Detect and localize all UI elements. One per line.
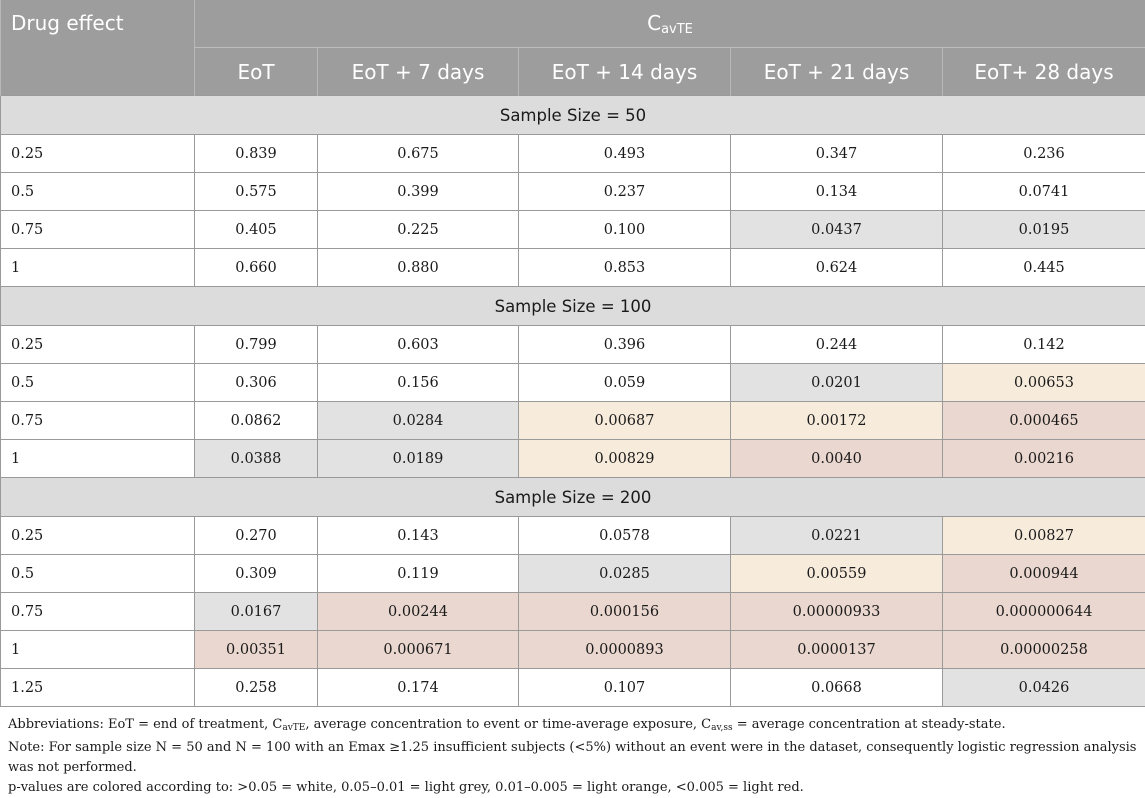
value-cell: 0.00216 xyxy=(943,440,1145,478)
table-row xyxy=(1,517,1145,555)
drug-effect-cell: 1.25 xyxy=(1,669,195,707)
value-cell: 0.445 xyxy=(943,249,1145,287)
drug-effect-cell: 0.5 xyxy=(1,364,195,402)
table-row xyxy=(1,593,1145,631)
value-cell: 0.0167 xyxy=(195,593,318,631)
column-header-eot-28: EoT+ 28 days xyxy=(943,48,1145,96)
value-cell: 0.396 xyxy=(519,326,731,364)
value-cell: 0.00653 xyxy=(943,364,1145,402)
abbreviations-note xyxy=(8,715,1145,738)
value-cell: 0.000465 xyxy=(943,402,1145,440)
value-cell: 0.143 xyxy=(318,517,519,555)
value-cell: 0.799 xyxy=(195,326,318,364)
abbr-text: = average concentration at steady-state. xyxy=(733,717,1006,732)
drug-effect-cell: 0.25 xyxy=(1,517,195,555)
section-row-100 xyxy=(1,287,1145,326)
drug-effect-cell: 0.75 xyxy=(1,593,195,631)
value-cell: 0.134 xyxy=(731,173,943,211)
section-title: Sample Size = 50 xyxy=(1,96,1145,135)
value-cell: 0.309 xyxy=(195,555,318,593)
table-row xyxy=(1,211,1145,249)
value-cell: 0.156 xyxy=(318,364,519,402)
value-cell: 0.00000258 xyxy=(943,631,1145,669)
value-cell: 0.237 xyxy=(519,173,731,211)
column-header-eot-7: EoT + 7 days xyxy=(318,48,519,96)
header-row-top xyxy=(1,0,1145,48)
value-cell: 0.347 xyxy=(731,135,943,173)
value-cell: 0.00351 xyxy=(195,631,318,669)
value-cell: 0.000156 xyxy=(519,593,731,631)
value-cell: 0.258 xyxy=(195,669,318,707)
value-cell: 0.174 xyxy=(318,669,519,707)
value-cell: 0.399 xyxy=(318,173,519,211)
value-cell: 0.119 xyxy=(318,555,519,593)
abbr-sub: avTE xyxy=(282,723,305,733)
table-row xyxy=(1,326,1145,364)
value-cell: 0.660 xyxy=(195,249,318,287)
table-row xyxy=(1,631,1145,669)
value-cell: 0.839 xyxy=(195,135,318,173)
value-cell: 0.142 xyxy=(943,326,1145,364)
table-row xyxy=(1,364,1145,402)
cavte-sub: avTE xyxy=(661,22,693,37)
value-cell: 0.0668 xyxy=(731,669,943,707)
table-row xyxy=(1,249,1145,287)
value-cell: 0.0862 xyxy=(195,402,318,440)
value-cell: 0.0040 xyxy=(731,440,943,478)
value-cell: 0.00687 xyxy=(519,402,731,440)
value-cell: 0.405 xyxy=(195,211,318,249)
value-cell: 0.0221 xyxy=(731,517,943,555)
value-cell: 0.0284 xyxy=(318,402,519,440)
color-legend-note: p-values are colored according to: >0.05 = white, 0.05–0.01 = light grey, 0.01–0.005 = light orange, <0.005 = light red. xyxy=(8,778,1145,798)
value-cell: 0.0426 xyxy=(943,669,1145,707)
section-row-50 xyxy=(1,96,1145,135)
table-row xyxy=(1,135,1145,173)
section-row-200 xyxy=(1,478,1145,517)
table-row xyxy=(1,440,1145,478)
table-row xyxy=(1,402,1145,440)
abbr-sub: av,ss xyxy=(711,723,732,733)
value-cell: 0.306 xyxy=(195,364,318,402)
value-cell: 0.225 xyxy=(318,211,519,249)
value-cell: 0.00000933 xyxy=(731,593,943,631)
value-cell: 0.000000644 xyxy=(943,593,1145,631)
value-cell: 0.0195 xyxy=(943,211,1145,249)
value-cell: 0.00244 xyxy=(318,593,519,631)
value-cell: 0.0000893 xyxy=(519,631,731,669)
value-cell: 0.493 xyxy=(519,135,731,173)
drug-effect-cell: 0.75 xyxy=(1,211,195,249)
column-header-eot-14: EoT + 14 days xyxy=(519,48,731,96)
value-cell: 0.0741 xyxy=(943,173,1145,211)
value-cell: 0.880 xyxy=(318,249,519,287)
value-cell: 0.059 xyxy=(519,364,731,402)
value-cell: 0.00829 xyxy=(519,440,731,478)
value-cell: 0.0285 xyxy=(519,555,731,593)
value-cell: 0.0578 xyxy=(519,517,731,555)
cavte-group-header xyxy=(195,0,1145,48)
value-cell: 0.000944 xyxy=(943,555,1145,593)
abbr-text: Abbreviations: EoT = end of treatment, C xyxy=(8,717,282,732)
table-row xyxy=(1,173,1145,211)
value-cell: 0.0437 xyxy=(731,211,943,249)
section-title: Sample Size = 100 xyxy=(1,287,1145,326)
value-cell: 0.100 xyxy=(519,211,731,249)
value-cell: 0.107 xyxy=(519,669,731,707)
value-cell: 0.675 xyxy=(318,135,519,173)
drug-effect-cell: 0.5 xyxy=(1,555,195,593)
value-cell: 0.624 xyxy=(731,249,943,287)
value-cell: 0.244 xyxy=(731,326,943,364)
value-cell: 0.00172 xyxy=(731,402,943,440)
drug-effect-cell: 0.75 xyxy=(1,402,195,440)
value-cell: 0.853 xyxy=(519,249,731,287)
section-title: Sample Size = 200 xyxy=(1,478,1145,517)
sample-size-note: Note: For sample size N = 50 and N = 100 with an Emax ≥1.25 insufficient subjects (<5%) without an event were in the dataset, consequently logistic regression analysis was not performed. xyxy=(8,738,1145,778)
drug-effect-cell: 1 xyxy=(1,631,195,669)
drug-effect-header: Drug effect xyxy=(1,0,195,96)
value-cell: 0.000671 xyxy=(318,631,519,669)
table-row xyxy=(1,669,1145,707)
value-cell: 0.0000137 xyxy=(731,631,943,669)
drug-effect-cell: 0.25 xyxy=(1,326,195,364)
drug-effect-cell: 0.25 xyxy=(1,135,195,173)
drug-effect-cell: 0.5 xyxy=(1,173,195,211)
value-cell: 0.00559 xyxy=(731,555,943,593)
value-cell: 0.603 xyxy=(318,326,519,364)
drug-effect-cell: 1 xyxy=(1,249,195,287)
value-cell: 0.00827 xyxy=(943,517,1145,555)
column-header-eot-21: EoT + 21 days xyxy=(731,48,943,96)
drug-effect-cell: 1 xyxy=(1,440,195,478)
value-cell: 0.0189 xyxy=(318,440,519,478)
cavte-main: C xyxy=(647,11,661,35)
value-cell: 0.236 xyxy=(943,135,1145,173)
value-cell: 0.0388 xyxy=(195,440,318,478)
abbr-text: , average concentration to event or time-average exposure, C xyxy=(305,717,711,732)
value-cell: 0.270 xyxy=(195,517,318,555)
value-cell: 0.575 xyxy=(195,173,318,211)
value-cell: 0.0201 xyxy=(731,364,943,402)
table-footnotes xyxy=(0,707,1145,798)
table-row xyxy=(1,555,1145,593)
column-header-eot: EoT xyxy=(195,48,318,96)
